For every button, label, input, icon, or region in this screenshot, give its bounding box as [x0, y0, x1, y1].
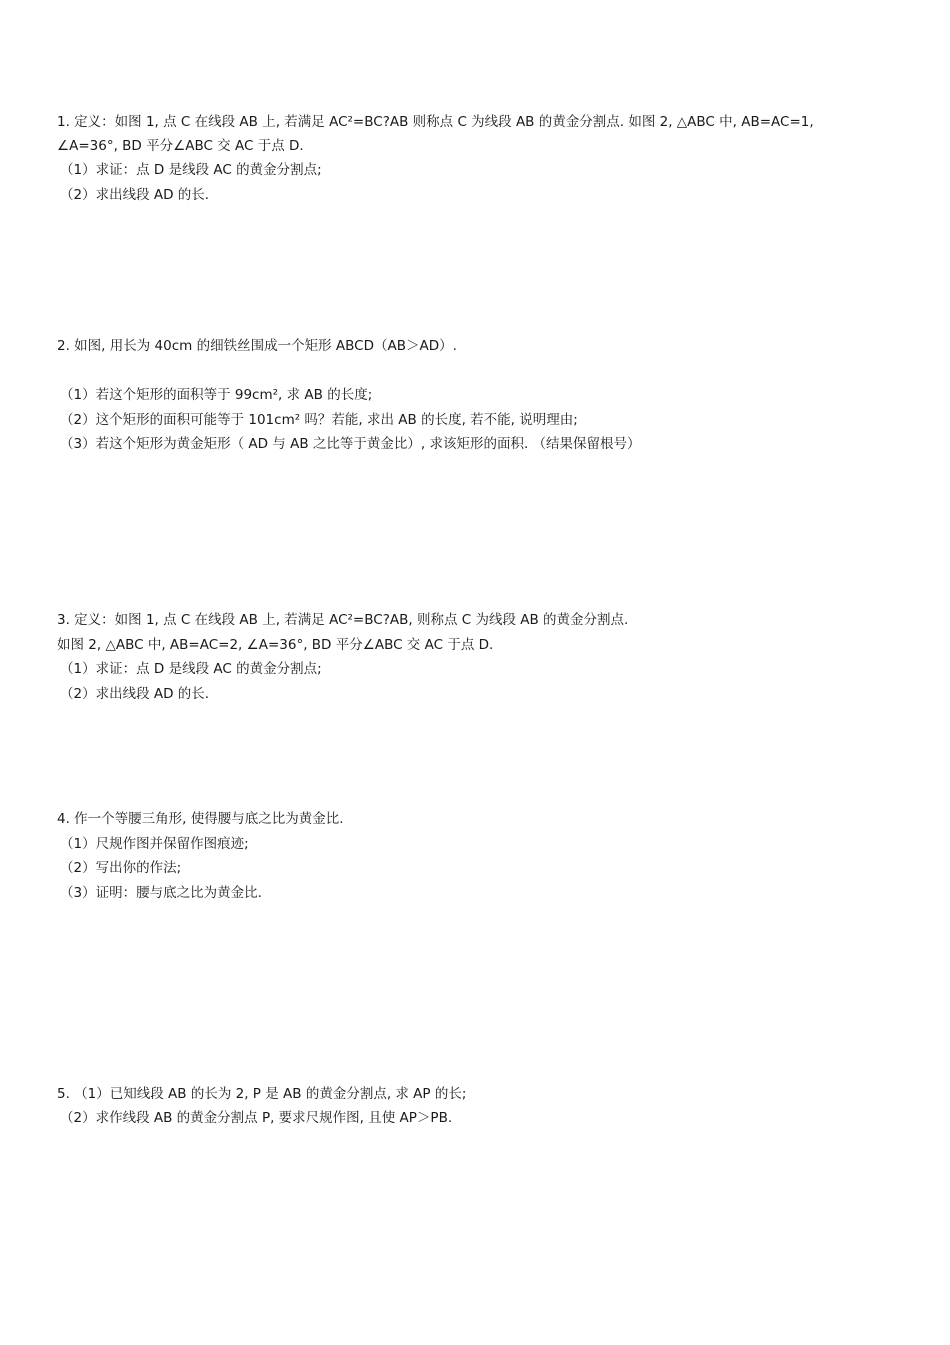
problem-3-condition: 如图 2, △ABC 中, AB=AC=2, ∠A=36°, BD 平分∠ABC 交 AC 于点 D.: [57, 637, 494, 653]
problem-1-part-2: （2）求出线段 AD 的长.: [60, 187, 210, 203]
problem-1-part-1: （1）求证：点 D 是线段 AC 的黄金分割点;: [60, 162, 322, 178]
problem-4-part-1: （1）尺规作图并保留作图痕迹;: [60, 836, 249, 852]
problem-1-statement: 1. 定义：如图 1, 点 C 在线段 AB 上, 若满足 AC²=BC?AB 则称点 C 为线段 AB 的黄金分割点. 如图 2, △ABC 中, AB=AC=1,: [57, 114, 814, 130]
problem-4-statement: 4. 作一个等腰三角形, 使得腰与底之比为黄金比.: [57, 811, 344, 827]
problem-3-part-1: （1）求证：点 D 是线段 AC 的黄金分割点;: [60, 661, 322, 677]
problem-2-part-2: （2）这个矩形的面积可能等于 101cm² 吗？若能, 求出 AB 的长度, 若不能, 说明理由;: [60, 412, 578, 428]
problem-1-condition: ∠A=36°, BD 平分∠ABC 交 AC 于点 D.: [57, 138, 304, 154]
problem-5-part-1: 5. （1）已知线段 AB 的长为 2, P 是 AB 的黄金分割点, 求 AP 的长;: [57, 1086, 467, 1102]
problem-3-part-2: （2）求出线段 AD 的长.: [60, 686, 210, 702]
problem-5-part-2: （2）求作线段 AB 的黄金分割点 P, 要求尺规作图, 且使 AP＞PB.: [60, 1110, 453, 1126]
problem-2-statement: 2. 如图, 用长为 40cm 的细铁丝围成一个矩形 ABCD（AB＞AD）.: [57, 338, 457, 354]
problem-4-part-2: （2）写出你的作法;: [60, 860, 182, 876]
problem-3-statement: 3. 定义：如图 1, 点 C 在线段 AB 上, 若满足 AC²=BC?AB, 则称点 C 为线段 AB 的黄金分割点.: [57, 612, 629, 628]
problem-2-part-3: （3）若这个矩形为黄金矩形（ AD 与 AB 之比等于黄金比）, 求该矩形的面积. （结果保留根号）: [60, 436, 641, 452]
problem-2-part-1: （1）若这个矩形的面积等于 99cm², 求 AB 的长度;: [60, 387, 373, 403]
problem-4-part-3: （3）证明：腰与底之比为黄金比.: [60, 885, 262, 901]
